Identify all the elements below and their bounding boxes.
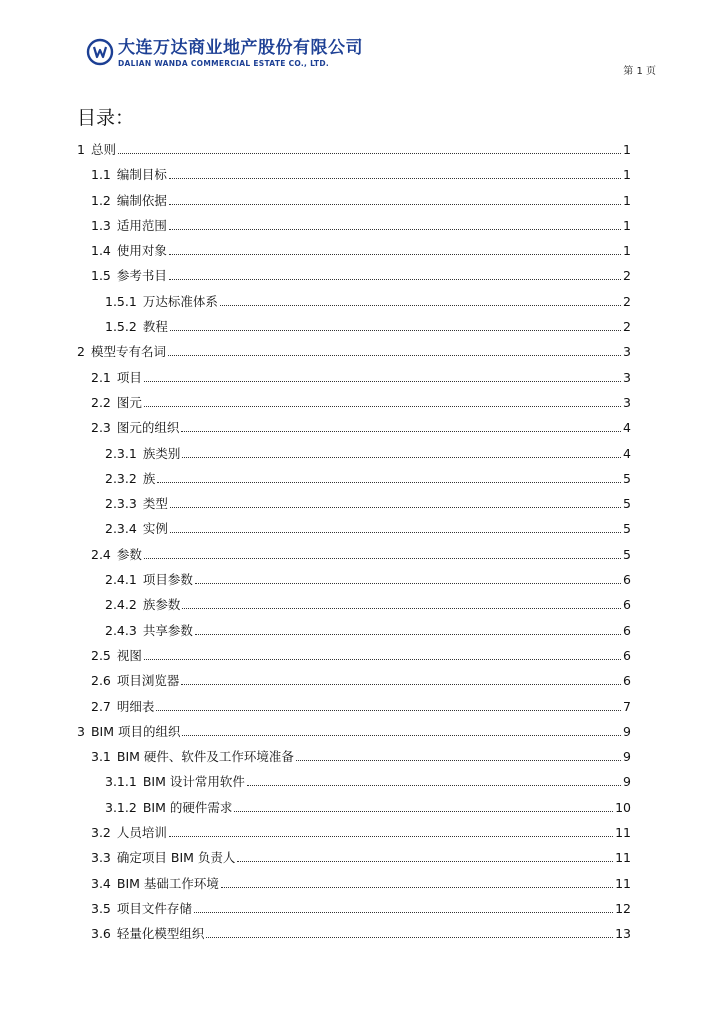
toc-entry-title: 参考书目: [116, 268, 167, 284]
toc-entry-title: 轻量化模型组织: [116, 926, 205, 942]
toc-entry-title: 使用对象: [116, 243, 167, 259]
toc-entry[interactable]: [77, 342, 631, 367]
toc-dot-leader: [169, 203, 621, 205]
toc-entry[interactable]: [77, 545, 631, 570]
toc-entry-title: 确定项目 BIM 负责人: [116, 850, 236, 866]
toc-entry-number: 2.4.3: [105, 622, 137, 638]
toc-entry-number: 1.5.1: [105, 293, 137, 309]
toc-entry[interactable]: [77, 140, 631, 165]
toc-entry-page: 9: [623, 749, 631, 765]
toc-entry-number: 2.4.2: [105, 597, 137, 613]
toc-entry[interactable]: [77, 772, 631, 797]
toc-entry-page: 6: [623, 572, 631, 588]
toc-entry-number: 2.3.4: [105, 521, 137, 537]
toc-entry-title: BIM 基础工作环境: [116, 875, 219, 891]
toc-entry-page: 7: [623, 698, 631, 714]
toc-entry-title: 项目参数: [142, 572, 193, 588]
toc-entry-label: [105, 595, 180, 613]
toc-dot-leader: [195, 582, 621, 584]
toc-dot-leader: [144, 405, 621, 407]
toc-entry-title: 图元: [116, 394, 142, 410]
toc-entry-title: 视图: [116, 647, 142, 663]
toc-entry[interactable]: [77, 646, 631, 671]
toc-entry-page: 13: [615, 926, 631, 942]
toc-entry-title: 项目浏览器: [116, 673, 180, 689]
toc-entry-page: 4: [623, 445, 631, 461]
toc-entry[interactable]: [77, 621, 631, 646]
toc-entry-label: [105, 570, 193, 588]
toc-entry-title: 编制依据: [116, 192, 167, 208]
toc-entry-number: 2: [77, 344, 85, 360]
toc-entry-label: [77, 722, 180, 740]
toc-dot-leader: [169, 177, 621, 179]
toc-dot-leader: [206, 936, 613, 938]
toc-entry-number: 3: [77, 723, 85, 739]
toc-entry[interactable]: [77, 165, 631, 190]
toc-entry-page: 3: [623, 344, 631, 360]
toc-entry[interactable]: [77, 899, 631, 924]
toc-dot-leader: [144, 557, 621, 559]
company-logo: [86, 38, 363, 69]
toc-dot-leader: [170, 531, 621, 533]
toc-entry-title: BIM 项目的组织: [90, 723, 181, 739]
toc-entry-title: 模型专有名词: [90, 344, 166, 360]
toc-entry-label: [105, 798, 232, 816]
toc-entry[interactable]: [77, 519, 631, 544]
toc-entry-page: 1: [623, 167, 631, 183]
toc-entry-number: 3.4: [91, 875, 111, 891]
toc-entry[interactable]: [77, 444, 631, 469]
toc-dot-leader: [181, 430, 621, 432]
toc-entry-label: [91, 899, 192, 917]
toc-entry-label: [77, 140, 116, 158]
toc-entry[interactable]: [77, 292, 631, 317]
toc-entry-number: 2.5: [91, 647, 111, 663]
toc-entry[interactable]: [77, 595, 631, 620]
table-of-contents: [77, 140, 631, 950]
toc-entry[interactable]: [77, 823, 631, 848]
toc-entry-page: 3: [623, 394, 631, 410]
toc-entry-number: 2.2: [91, 394, 111, 410]
toc-entry-title: 人员培训: [116, 825, 167, 841]
toc-entry-number: 1.5.2: [105, 319, 137, 335]
toc-entry[interactable]: [77, 874, 631, 899]
toc-entry-number: 3.1: [91, 749, 111, 765]
toc-entry-page: 6: [623, 647, 631, 663]
toc-entry-page: 6: [623, 673, 631, 689]
toc-entry-page: 10: [615, 799, 631, 815]
toc-entry-number: 1.1: [91, 167, 111, 183]
toc-entry-label: [91, 368, 142, 386]
toc-entry-title: BIM 硬件、软件及工作环境准备: [116, 749, 294, 765]
toc-entry[interactable]: [77, 191, 631, 216]
toc-entry-page: 1: [623, 217, 631, 233]
toc-entry-label: [91, 848, 235, 866]
toc-entry-label: [77, 342, 166, 360]
toc-entry-label: [91, 747, 294, 765]
toc-dot-leader: [118, 152, 621, 154]
toc-entry-number: 3.1.2: [105, 799, 137, 815]
toc-entry-number: 2.4: [91, 546, 111, 562]
toc-dot-leader: [182, 607, 621, 609]
toc-dot-leader: [170, 506, 621, 508]
toc-entry-label: [91, 165, 167, 183]
toc-entry-label: [105, 469, 155, 487]
toc-entry-label: [91, 241, 167, 259]
toc-entry[interactable]: [77, 317, 631, 342]
toc-entry-number: 1.4: [91, 243, 111, 259]
toc-dot-leader: [234, 810, 613, 812]
toc-dot-leader: [156, 709, 621, 711]
toc-dot-leader: [169, 253, 621, 255]
toc-dot-leader: [195, 633, 621, 635]
toc-dot-leader: [169, 228, 621, 230]
toc-entry-label: [91, 874, 219, 892]
toc-entry-page: 5: [623, 470, 631, 486]
toc-dot-leader: [220, 304, 621, 306]
toc-dot-leader: [181, 683, 621, 685]
toc-dot-leader: [296, 759, 621, 761]
toc-entry-title: 参数: [116, 546, 142, 562]
toc-entry-label: [91, 418, 179, 436]
toc-dot-leader: [168, 354, 621, 356]
toc-dot-leader: [237, 860, 613, 862]
toc-title: 目录：: [77, 107, 135, 129]
toc-entry-page: 2: [623, 268, 631, 284]
toc-entry-page: 1: [623, 142, 631, 157]
toc-entry-page: 6: [623, 597, 631, 613]
toc-dot-leader: [169, 835, 613, 837]
toc-dot-leader: [182, 734, 621, 736]
toc-entry-page: 5: [623, 546, 631, 562]
company-name-en: DALIAN WANDA COMMERCIAL ESTATE CO., LTD.: [118, 59, 330, 68]
toc-entry[interactable]: [77, 418, 631, 443]
toc-entry-number: 3.2: [91, 825, 111, 841]
toc-entry-page: 1: [623, 243, 631, 259]
toc-entry-label: [105, 292, 218, 310]
toc-entry-page: 6: [623, 622, 631, 638]
toc-entry-title: 总则: [90, 142, 116, 157]
toc-entry-page: 2: [623, 293, 631, 309]
toc-entry-number: 2.6: [91, 673, 111, 689]
toc-entry-label: [91, 191, 167, 209]
toc-entry[interactable]: [77, 722, 631, 747]
toc-entry-page: 1: [623, 192, 631, 208]
toc-entry-label: [91, 646, 142, 664]
toc-entry-title: 明细表: [116, 698, 155, 714]
toc-entry-title: BIM 设计常用软件: [142, 774, 245, 790]
toc-entry-number: 2.3.1: [105, 445, 137, 461]
toc-entry[interactable]: [77, 266, 631, 291]
toc-entry-number: 2.4.1: [105, 572, 137, 588]
toc-entry-title: 万达标准体系: [142, 293, 218, 309]
toc-dot-leader: [170, 329, 621, 331]
toc-entry-title: 实例: [142, 521, 168, 537]
toc-entry-page: 12: [615, 900, 631, 916]
company-name-cn: 大连万达商业地产股份有限公司: [118, 38, 363, 58]
toc-entry-page: 4: [623, 420, 631, 436]
toc-entry-title: BIM 的硬件需求: [142, 799, 233, 815]
toc-entry-page: 2: [623, 319, 631, 335]
toc-entry-label: [91, 216, 167, 234]
toc-entry[interactable]: [77, 241, 631, 266]
toc-entry-number: 1: [77, 142, 85, 157]
toc-entry-number: 2.1: [91, 369, 111, 385]
toc-entry-label: [105, 621, 193, 639]
toc-entry-title: 共享参数: [142, 622, 193, 638]
toc-entry-title: 族类别: [142, 445, 181, 461]
toc-entry-label: [91, 545, 142, 563]
toc-entry-number: 3.5: [91, 900, 111, 916]
toc-entry-title: 编制目标: [116, 167, 167, 183]
toc-entry[interactable]: [77, 924, 631, 949]
toc-entry-number: 3.1.1: [105, 774, 137, 790]
toc-entry[interactable]: [77, 697, 631, 722]
toc-entry-number: 1.5: [91, 268, 111, 284]
toc-entry-number: 2.7: [91, 698, 111, 714]
toc-entry-page: 11: [615, 875, 631, 891]
toc-entry-title: 图元的组织: [116, 420, 180, 436]
toc-entry-number: 1.3: [91, 217, 111, 233]
toc-dot-leader: [169, 278, 621, 280]
toc-entry-title: 族: [142, 470, 156, 486]
toc-entry[interactable]: [77, 216, 631, 241]
toc-entry[interactable]: [77, 747, 631, 772]
toc-entry-label: [91, 924, 204, 942]
toc-entry[interactable]: [77, 570, 631, 595]
toc-entry-label: [91, 823, 167, 841]
toc-entry-page: 3: [623, 369, 631, 385]
toc-entry-number: 3.6: [91, 926, 111, 942]
toc-dot-leader: [144, 658, 621, 660]
toc-entry[interactable]: [77, 671, 631, 696]
toc-entry-label: [91, 671, 179, 689]
toc-entry-label: [91, 266, 167, 284]
toc-entry-label: [105, 494, 168, 512]
toc-entry-number: 1.2: [91, 192, 111, 208]
toc-entry-title: 项目文件存储: [116, 900, 192, 916]
toc-entry[interactable]: [77, 848, 631, 873]
toc-entry-title: 类型: [142, 496, 168, 512]
toc-dot-leader: [182, 456, 621, 458]
toc-entry[interactable]: [77, 368, 631, 393]
toc-entry-number: 2.3.3: [105, 496, 137, 512]
toc-entry[interactable]: [77, 494, 631, 519]
toc-dot-leader: [144, 380, 621, 382]
wanda-logo-icon: [86, 38, 114, 66]
toc-entry-page: 11: [615, 850, 631, 866]
toc-dot-leader: [194, 911, 613, 913]
toc-entry[interactable]: [77, 798, 631, 823]
toc-entry-title: 项目: [116, 369, 142, 385]
toc-entry-label: [105, 444, 180, 462]
toc-entry-page: 5: [623, 521, 631, 537]
toc-dot-leader: [247, 784, 621, 786]
toc-entry[interactable]: [77, 469, 631, 494]
toc-entry-page: 5: [623, 496, 631, 512]
toc-entry-label: [105, 772, 245, 790]
toc-entry-label: [105, 317, 168, 335]
toc-entry-page: 9: [623, 723, 631, 739]
toc-entry-number: 2.3.2: [105, 470, 137, 486]
toc-entry-number: 2.3: [91, 420, 111, 436]
toc-entry-title: 教程: [142, 319, 168, 335]
toc-entry-title: 族参数: [142, 597, 181, 613]
toc-entry-number: 3.3: [91, 850, 111, 866]
toc-dot-leader: [221, 886, 613, 888]
toc-entry-page: 9: [623, 774, 631, 790]
page-header: [86, 38, 656, 78]
toc-entry-page: 11: [615, 825, 631, 841]
toc-entry-label: [91, 697, 154, 715]
toc-entry-title: 适用范围: [116, 217, 167, 233]
toc-entry-label: [105, 519, 168, 537]
page-number: 第 1 页: [623, 66, 656, 77]
toc-entry[interactable]: [77, 393, 631, 418]
toc-dot-leader: [157, 481, 621, 483]
toc-entry-label: [91, 393, 142, 411]
